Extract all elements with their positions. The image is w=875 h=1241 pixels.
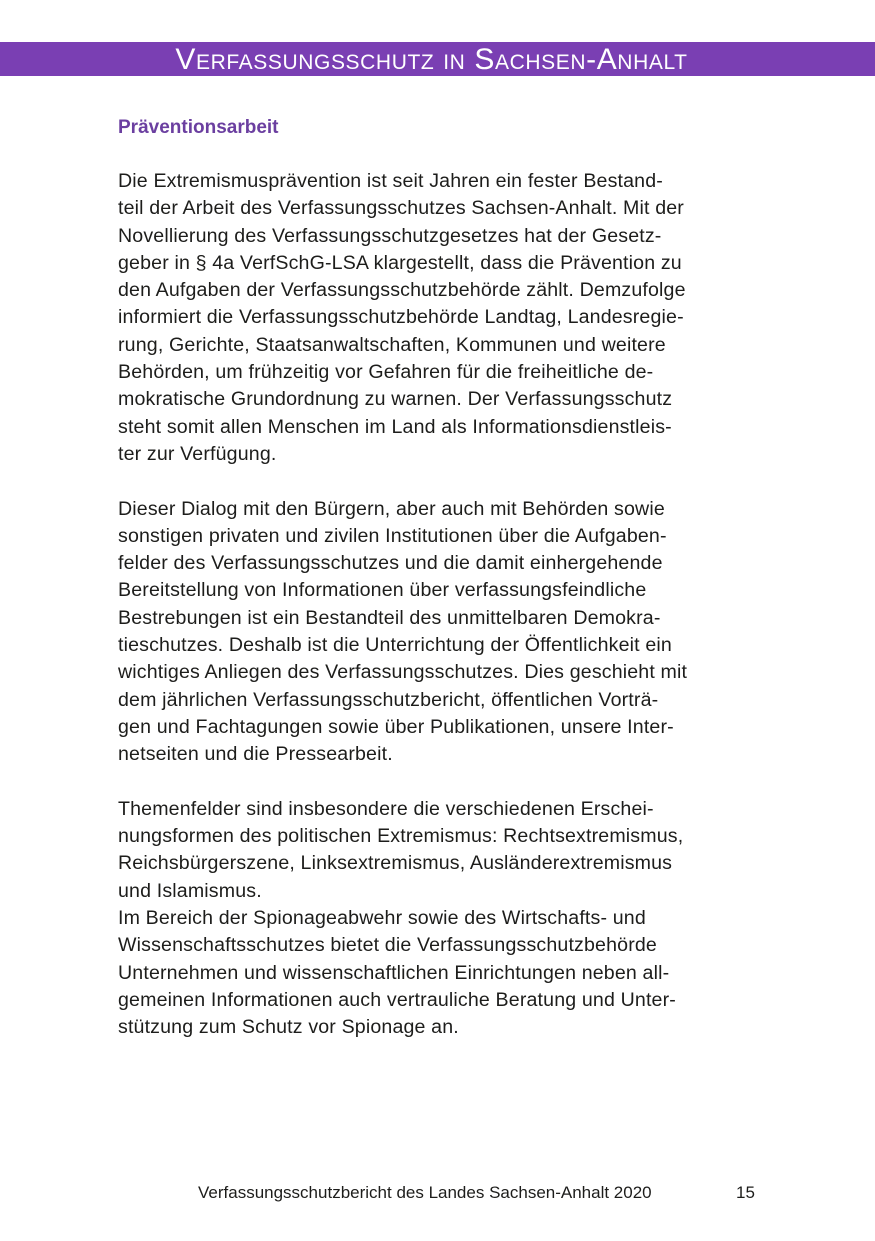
text-line: rung, Gerichte, Staatsanwaltschaften, Kommunen und weitere [118, 333, 666, 356]
text-line: wichtiges Anliegen des Verfassungsschutzes. Dies geschieht mit [118, 661, 688, 684]
text-line: dem jährlichen Verfassungsschutzbericht, öffentlichen Vorträ- [118, 688, 659, 711]
text-line: mokratische Grundordnung zu warnen. Der Verfassungsschutz [118, 388, 673, 411]
text-line: Novellierung des Verfassungsschutzgesetzes hat der Gesetz- [118, 224, 662, 247]
paragraph [118, 905, 758, 1041]
text-line: geber in § 4a VerfSchG-LSA klargestellt, dass die Prävention zu [118, 251, 682, 274]
text-line: netseiten und die Pressearbeit. [118, 743, 393, 766]
paragraph [118, 496, 758, 769]
text-line: Wissenschaftsschutzes bietet die Verfassungsschutzbehörde [118, 934, 657, 957]
text-line: informiert die Verfassungsschutzbehörde Landtag, Landesregie- [118, 306, 684, 329]
text-line: gemeinen Informationen auch vertrauliche Beratung und Unter- [118, 988, 676, 1011]
text-line: Unternehmen und wissenschaftlichen Einrichtungen neben all- [118, 961, 670, 984]
text-line: stützung zum Schutz vor Spionage an. [118, 1016, 459, 1039]
text-line: tieschutzes. Deshalb ist die Unterrichtung der Öffentlichkeit ein [118, 634, 672, 657]
text-line: steht somit allen Menschen im Land als Informationsdienstleis- [118, 415, 672, 438]
footer-text: Verfassungsschutzbericht des Landes Sachsen-Anhalt 2020 [198, 1183, 652, 1202]
text-line: Dieser Dialog mit den Bürgern, aber auch mit Behörden sowie [118, 497, 665, 520]
text-line: felder des Verfassungsschutzes und die damit einhergehende [118, 552, 663, 575]
text-line: sonstigen privaten und zivilen Institutionen über die Aufgaben- [118, 524, 667, 547]
text-line: Bereitstellung von Informationen über verfassungsfeindliche [118, 579, 647, 602]
page-header-title: Verfassungsschutz in Sachsen-Anhalt [175, 43, 688, 76]
text-line: Bestrebungen ist ein Bestandteil des unmittelbaren Demokra- [118, 606, 661, 629]
text-line: teil der Arbeit des Verfassungsschutzes Sachsen-Anhalt. Mit der [118, 197, 684, 220]
text-line: Themenfelder sind insbesondere die verschiedenen Erschei- [118, 797, 654, 820]
text-line: ter zur Verfügung. [118, 442, 277, 465]
page-number: 15 [736, 1183, 755, 1202]
text-line: Im Bereich der Spionageabwehr sowie des Wirtschafts- und [118, 907, 646, 930]
text-line: Reichsbürgerszene, Linksextremismus, Ausländerextremismus [118, 852, 673, 875]
text-line: gen und Fachtagungen sowie über Publikationen, unsere Inter- [118, 715, 674, 738]
text-line: nungsformen des politischen Extremismus: Rechtsextremismus, [118, 825, 684, 848]
text-line: Die Extremismusprävention ist seit Jahren ein fester Bestand- [118, 170, 663, 192]
paragraph [118, 168, 758, 468]
page-footer [0, 1180, 875, 1206]
text-line: den Aufgaben der Verfassungsschutzbehörde zählt. Demzufolge [118, 279, 686, 302]
paragraph [118, 796, 758, 905]
text-line: Behörden, um frühzeitig vor Gefahren für die freiheitliche de- [118, 361, 654, 384]
section-heading: Präventionsarbeit [118, 117, 279, 138]
main-content [118, 114, 758, 1069]
text-line: und Islamismus. [118, 879, 262, 902]
